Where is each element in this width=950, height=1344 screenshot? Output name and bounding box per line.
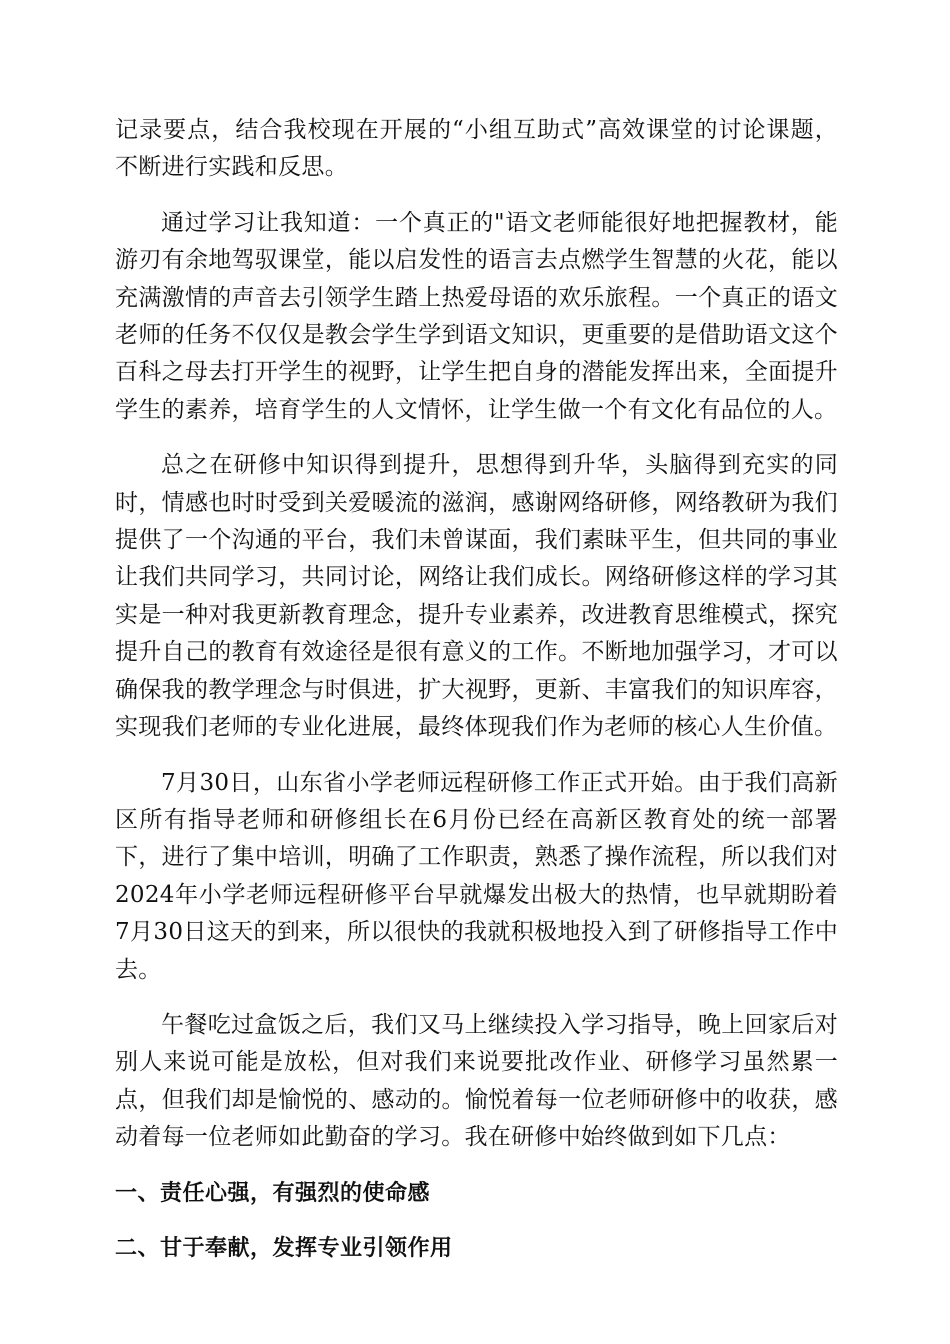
paragraph-learning: 通过学习让我知道：一个真正的"语文老师能很好地把握教材，能游刃有余地驾驭课堂，能以启发性的语言去点燃学生智慧的火花，能以充满激情的声音去引领学生踏上热爱母语的欢乐旅程。一个真正的语文老师的任务不仅仅是教会学生学到语文知识，更重要的是借助语文这个百科之母去打开学生的视野，让学生把自身的潜能发挥出来，全面提升学生的素养，培育学生的人文情怀，让学生做一个有文化有品位的人。: [115, 209, 838, 423]
document-body: [115, 112, 838, 1285]
paragraph-continuation: 记录要点，结合我校现在开展的“小组互助式”高效课堂的讨论课题，不断进行实践和反思。: [115, 117, 838, 181]
paragraph-july-30: 7月30日，山东省小学老师远程研修工作正式开始。由于我们高新区所有指导老师和研修组长在6月份已经在高新区教育处的统一部署下，进行了集中培训，明确了工作职责，熟悉了操作流程，所以我们对2024年小学老师远程研修平台早就爆发出极大的热情，也早就期盼着7月30日这天的到来，所以很快的我就积极地投入到了研修指导工作中去。: [115, 769, 838, 983]
heading-responsibility: 一、责任心强，有强烈的使命感: [115, 1180, 431, 1206]
paragraph-lunch: 午餐吃过盒饭之后，我们又马上继续投入学习指导，晚上回家后对别人来说可能是放松，但对我们来说要批改作业、研修学习虽然累一点，但我们却是愉悦的、感动的。愉悦着每一位老师研修中的收获，感动着每一位老师如此勤奋的学习。我在研修中始终做到如下几点：: [115, 1011, 838, 1151]
paragraph-summary: 总之在研修中知识得到提升，思想得到升华，头脑得到充实的同时，情感也时时受到关爱暖流的滋润，感谢网络研修，网络教研为我们提供了一个沟通的平台，我们未曾谋面，我们素昧平生，但共同的事业让我们共同学习，共同讨论，网络让我们成长。网络研修这样的学习其实是一种对我更新教育理念，提升专业素养，改进教育思维模式，探究提升自己的教育有效途径是很有意义的工作。不断地加强学习，才可以确保我的教学理念与时俱进，扩大视野，更新、丰富我们的知识库容，实现我们老师的专业化进展，最终体现我们作为老师的核心人生价值。: [115, 452, 838, 741]
heading-dedication: 二、甘于奉献，发挥专业引领作用: [115, 1235, 453, 1261]
